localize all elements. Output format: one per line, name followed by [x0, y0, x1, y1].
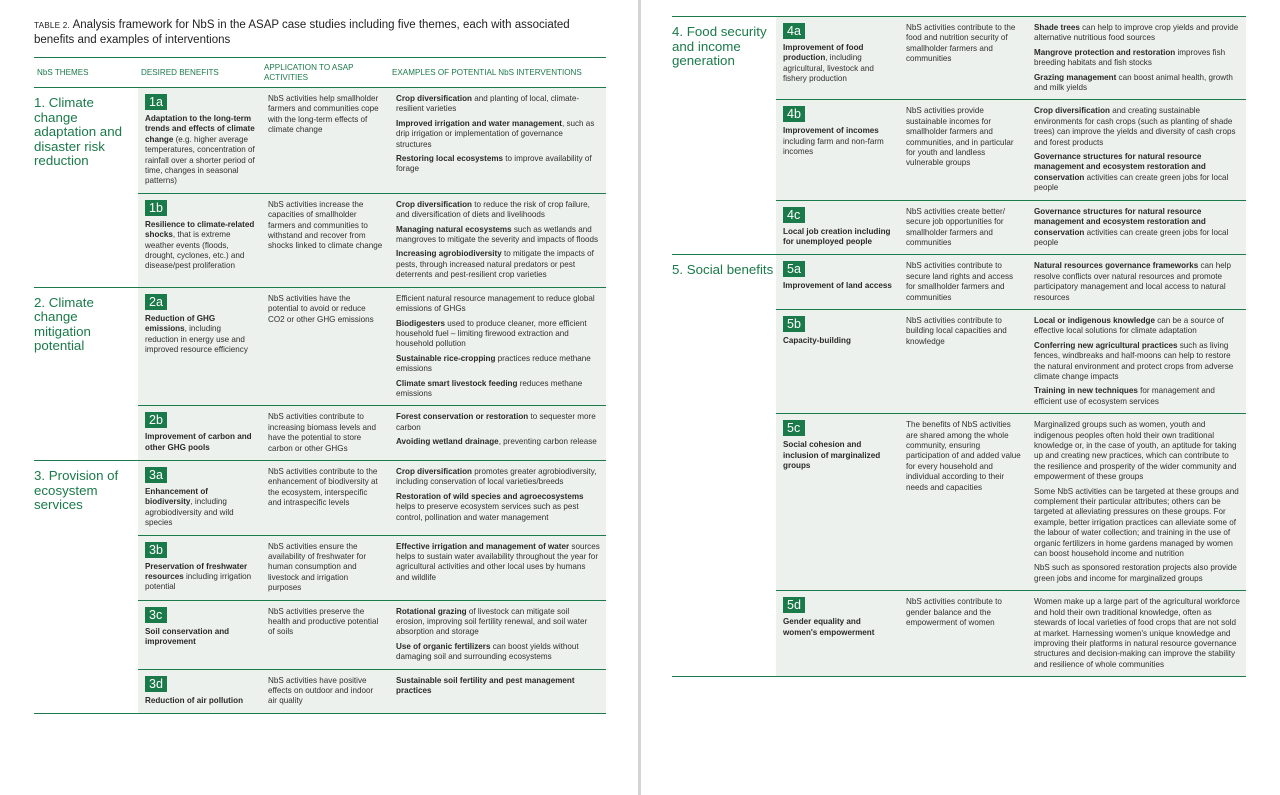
benefit-detail: , including reduction in energy use and improved resource efficiency	[145, 324, 248, 354]
code-badge: 4a	[783, 23, 805, 39]
example-highlight: Natural resources governance frameworks	[1034, 261, 1199, 271]
example-item	[1034, 207, 1240, 249]
example-text: NbS such as sponsored restoration projects also provide green jobs and income for marginalized groups	[1034, 563, 1237, 583]
example-text: sources helps to sustain water availability throughout the year for agricultural activities and other local uses by humans and wildlife	[396, 541, 600, 582]
table-label: TABLE 2.	[34, 21, 71, 30]
example-item	[1034, 487, 1240, 560]
examples-cell	[389, 601, 606, 669]
application-cell: NbS activities have the potential to avoid or reduce CO2 or other GHG emissions	[268, 293, 374, 324]
application-cell: NbS activities help smallholder farmers and communities cope with the long-term effects of climate change	[268, 94, 379, 135]
theme-title: 1. Climate change adaptation and disaster risk reduction	[34, 95, 122, 169]
column-header-benefits: DESIRED BENEFITS	[141, 67, 219, 77]
example-highlight: Local or indigenous knowledge	[1034, 315, 1155, 325]
example-text: used to produce cleaner, more efficient household fuel – limiting firewood extraction and household pollution	[396, 318, 587, 349]
example-text: , preventing carbon release	[498, 437, 597, 447]
table-caption	[34, 18, 606, 47]
code-badge: 3a	[145, 467, 167, 483]
benefit-title: Preservation of freshwater resources	[145, 561, 248, 581]
code-badge: 4c	[783, 207, 805, 223]
example-highlight: Restoration of wild species and agroecosystems	[396, 491, 584, 501]
example-text: can boost animal health, growth and milk yields	[1034, 72, 1233, 93]
theme-title: 2. Climate change mitigation potential	[34, 294, 94, 354]
example-highlight: Effective irrigation and management of water	[396, 541, 570, 551]
examples-cell	[389, 536, 606, 600]
code-badge: 1b	[145, 200, 167, 216]
table-row	[138, 670, 606, 713]
benefit-title: Adaptation to the long-term trends and effects of climate change	[145, 114, 255, 144]
benefit-detail: (e.g. higher average temperatures, concentration of rainfall over a shorter period of time, changes in seasonal patterns)	[145, 134, 255, 186]
table-row	[138, 88, 606, 194]
example-highlight: Climate smart livestock feeding	[396, 378, 518, 388]
theme-group	[672, 17, 1246, 255]
example-highlight: Crop diversification	[396, 466, 473, 476]
benefit-cell	[138, 88, 261, 193]
theme-rows	[776, 255, 1246, 676]
benefit-detail: including irrigation potential	[145, 572, 252, 592]
application-cell: NbS activities have positive effects on outdoor and indoor air quality	[268, 675, 374, 706]
table-row	[776, 17, 1246, 100]
example-item	[396, 467, 600, 488]
example-item	[1034, 563, 1240, 584]
example-highlight: Training in new techniques	[1034, 386, 1138, 396]
example-item	[396, 492, 600, 523]
benefit-title: Local job creation including for unemployed people	[783, 226, 891, 247]
example-highlight: Biodigesters	[396, 318, 446, 328]
benefit-text	[783, 43, 893, 85]
example-text: to sequester more carbon	[396, 412, 596, 432]
code-badge: 5c	[783, 420, 805, 436]
column-header-themes: NbS THEMES	[37, 67, 89, 77]
example-item	[396, 249, 600, 280]
benefit-cell	[776, 100, 899, 199]
application-cell: NbS activities increase the capacities of smallholder farmers and communities to withstand and recover from shocks linked to climate change	[268, 199, 383, 251]
example-text: Efficient natural resource management to reduce global emissions of GHGs	[396, 293, 595, 314]
benefit-text	[783, 336, 893, 346]
benefit-cell	[138, 670, 261, 713]
example-highlight: Crop diversification	[396, 199, 473, 209]
code-badge: 3b	[145, 542, 167, 558]
table-title: Analysis framework for NbS in the ASAP case studies including five themes, each with associated benefits and examples of interventions	[34, 19, 570, 46]
example-text: such as wetlands and mangroves to mitigate the severity and impacts of floods	[396, 224, 598, 245]
benefit-text	[145, 220, 255, 272]
example-item	[1034, 48, 1240, 69]
application-cell: NbS activities contribute to gender balance and the empowerment of women	[906, 597, 1002, 628]
application-cell: NbS activities contribute to building local capacities and knowledge	[906, 315, 1007, 346]
example-item	[1034, 316, 1240, 337]
theme-rows	[138, 461, 606, 713]
benefit-cell	[776, 414, 899, 590]
application-cell: NbS activities provide sustainable incomes for smallholder farmers and communities, and in particular for youth and landless vulnerable groups	[906, 106, 1014, 168]
example-text: to reduce the risk of crop failure, and diversification of diets and livelihoods	[396, 199, 590, 220]
benefit-text	[145, 314, 255, 356]
example-text: to improve availability of forage	[396, 154, 592, 174]
theme-title: 5. Social benefits	[672, 262, 774, 278]
example-highlight: Grazing management	[1034, 72, 1117, 82]
benefit-title: Improvement of carbon and other GHG pools	[145, 432, 252, 452]
theme-group	[34, 288, 606, 461]
benefit-cell	[138, 194, 261, 287]
example-item	[396, 225, 600, 246]
benefit-text	[783, 617, 893, 638]
benefit-cell	[776, 17, 899, 99]
examples-cell	[389, 670, 606, 713]
examples-cell	[1027, 310, 1246, 413]
benefit-cell	[138, 601, 261, 669]
example-text: can boost yields without damaging soil and surrounding ecosystems	[396, 641, 579, 662]
table-row	[776, 414, 1246, 591]
example-item	[1034, 73, 1240, 94]
example-item	[1034, 261, 1240, 303]
examples-cell	[1027, 414, 1246, 590]
benefit-text	[783, 281, 893, 291]
example-highlight: Rotational grazing	[396, 606, 467, 616]
example-item	[1034, 106, 1240, 148]
example-item	[396, 200, 600, 221]
benefit-cell	[776, 255, 899, 309]
example-text: reduces methane emissions	[396, 378, 583, 398]
table-row	[138, 461, 606, 536]
example-text: improves fish breeding habitats and fish stocks	[1034, 47, 1226, 68]
column-header-examples: EXAMPLES OF POTENTIAL NbS INTERVENTIONS	[392, 67, 582, 77]
application-cell: NbS activities contribute to increasing biomass levels and have the potential to store carbon or other GHGs	[268, 412, 376, 453]
example-text: and creating sustainable environments for cash crops (such as planting of shade trees) can improve the yields and diversity of cash crops and forest products	[1034, 106, 1236, 147]
application-cell: NbS activities contribute to the enhancement of biodiversity at the ecosystem, interspecific and intraspecific levels	[268, 466, 378, 508]
theme-group	[34, 88, 606, 288]
example-item	[396, 354, 600, 375]
example-item	[396, 676, 600, 697]
example-text: Marginalized groups such as women, youth and indigenous peoples often hold their own traditional knowledge or, in the case of youth, an aptitude for taking up and creating new practices, which can contribute to the resilience and prosperity of the wider community and empowerment of these groups	[1034, 420, 1237, 482]
example-text: and planting of local, climate-resilient varieties	[396, 94, 580, 114]
table-row	[776, 100, 1246, 200]
code-badge: 5b	[783, 316, 805, 332]
example-highlight: Conferring new agricultural practices	[1034, 340, 1178, 350]
examples-cell	[389, 461, 606, 535]
example-highlight: Shade trees	[1034, 23, 1080, 32]
example-highlight: Improved irrigation and water management	[396, 118, 562, 128]
application-cell: NbS activities contribute to the food and nutrition security of smallholder farmers and communities	[906, 23, 1016, 64]
example-text: practices reduce methane emissions	[396, 353, 591, 374]
column-header-application: APPLICATION TO ASAP ACTIVITIES	[264, 62, 354, 82]
application-cell: NbS activities ensure the availability of freshwater for human consumption and livestock and irrigation purposes	[268, 541, 367, 593]
example-item	[396, 94, 600, 115]
theme-rows	[776, 17, 1246, 254]
example-item	[396, 542, 600, 584]
example-highlight: Managing natural ecosystems	[396, 224, 512, 234]
example-text: Women make up a large part of the agricultural workforce and hold their own traditional knowledge, often as stewards of local varieties of food crops that are not sold at market. Harnessing women's unique knowledge and improving their platforms in natural resource governance structures and decision-making can improve the stability and resilience of whole communities	[1034, 597, 1240, 669]
benefit-title: Reduction of air pollution	[145, 695, 244, 705]
application-cell: NbS activities preserve the health and productive potential of soils	[268, 606, 379, 637]
table-row	[138, 194, 606, 287]
example-item	[396, 607, 600, 638]
example-text: can be a source of effective local solutions for climate adaptation	[1034, 315, 1224, 336]
benefit-title: Gender equality and women's empowerment	[783, 617, 875, 637]
benefit-cell	[138, 536, 261, 600]
example-item	[396, 642, 600, 663]
table-row	[776, 310, 1246, 414]
examples-cell	[1027, 100, 1246, 199]
code-badge: 1a	[145, 94, 167, 110]
example-highlight: Crop diversification	[396, 94, 473, 103]
benefit-cell	[138, 406, 261, 460]
example-highlight: Mangrove protection and restoration	[1034, 47, 1176, 57]
benefit-cell	[776, 310, 899, 413]
benefit-title: Improvement of food production	[783, 43, 864, 63]
example-highlight: Forest conservation or restoration	[396, 412, 529, 422]
table-row	[776, 201, 1246, 255]
benefit-text	[783, 126, 893, 157]
example-item	[1034, 152, 1240, 194]
example-highlight: Sustainable rice-cropping	[396, 353, 496, 363]
benefit-text	[783, 440, 893, 471]
benefit-detail: including farm and non-farm incomes	[783, 136, 884, 157]
benefit-text	[145, 627, 255, 648]
benefit-cell	[776, 591, 899, 676]
benefit-text	[145, 696, 255, 706]
benefit-title: Improvement of land access	[783, 281, 892, 291]
example-highlight: Use of organic fertilizers	[396, 641, 491, 651]
example-item	[396, 294, 600, 315]
example-text: helps to preserve ecosystem services such as pest control, pollination and water management	[396, 502, 579, 522]
code-badge: 5a	[783, 261, 805, 277]
examples-cell	[1027, 201, 1246, 255]
theme-title: 4. Food security and income generation	[672, 24, 767, 69]
examples-cell	[389, 406, 606, 460]
code-badge: 4b	[783, 106, 805, 122]
examples-cell	[1027, 591, 1246, 676]
benefit-detail: , including agricultural, livestock and fishery production	[783, 53, 874, 84]
example-highlight: Restoring local ecosystems	[396, 154, 504, 164]
example-highlight: Crop diversification	[1034, 106, 1111, 116]
benefit-title: Social cohesion and inclusion of marginalized groups	[783, 440, 881, 470]
example-item	[396, 154, 600, 175]
benefit-cell	[138, 288, 261, 406]
example-text: of livestock can mitigate soil erosion, improving soil fertility renewal, and soil water absorption and storage	[396, 606, 588, 637]
table-row	[138, 601, 606, 670]
right-table-body	[672, 16, 1246, 677]
application-cell: NbS activities contribute to secure land rights and access for smallholder farmers and communities	[906, 261, 1014, 302]
example-item	[396, 119, 600, 150]
example-text: can help to improve crop yields and provide alternative nutritious food sources	[1034, 23, 1239, 43]
example-text: Some NbS activities can be targeted at these groups and complement their particular attributes; others can be targeted at alleviating pressures on these groups. For example, better irrigation practices can alleviate some of the labour of water collection; and training in the use of organic fertilizers in home gardens managed by women can boost household income and nutrition	[1034, 486, 1239, 559]
code-badge: 3c	[145, 607, 167, 623]
benefit-text	[783, 227, 893, 248]
benefit-text	[145, 487, 255, 529]
example-item	[396, 319, 600, 350]
code-badge: 2b	[145, 412, 167, 428]
example-text: activities can create green jobs for local people	[1034, 172, 1229, 193]
example-item	[396, 412, 600, 433]
benefit-text	[145, 562, 255, 593]
benefit-text	[145, 432, 255, 453]
benefit-title: Reduction of GHG emissions	[145, 313, 216, 334]
example-item	[1034, 341, 1240, 383]
examples-cell	[389, 88, 606, 193]
example-text: can help resolve conflicts over natural resources and promote participatory management and local access to natural resources	[1034, 261, 1232, 302]
benefit-title: Capacity-building	[783, 335, 851, 345]
benefit-text	[145, 114, 255, 187]
examples-cell	[389, 288, 606, 406]
theme-title: 3. Provision of ecosystem services	[34, 467, 119, 513]
column-header-row	[34, 57, 606, 88]
examples-cell	[389, 194, 606, 287]
example-item	[1034, 386, 1240, 407]
example-highlight: Governance structures for natural resource management and ecosystem restoration and conservation	[1034, 152, 1206, 182]
benefit-detail: , including agrobiodiversity and wild species	[145, 497, 234, 528]
theme-group	[672, 255, 1246, 677]
theme-rows	[138, 88, 606, 287]
benefit-title: Soil conservation and improvement	[145, 626, 230, 647]
theme-group	[34, 461, 606, 714]
table-row	[138, 406, 606, 460]
examples-cell	[1027, 255, 1246, 309]
benefit-title: Improvement of incomes	[783, 126, 879, 136]
benefit-detail: , that is extreme weather events (floods, drought, cyclones, etc.) and disease/pest proliferation	[145, 230, 245, 271]
table-row	[776, 591, 1246, 676]
example-item	[396, 437, 600, 447]
examples-cell	[1027, 17, 1246, 99]
table-row	[776, 255, 1246, 310]
table-row	[138, 288, 606, 407]
example-highlight: Increasing agrobiodiversity	[396, 249, 502, 259]
code-badge: 5d	[783, 597, 805, 613]
code-badge: 2a	[145, 294, 167, 310]
table-row	[138, 536, 606, 601]
example-item	[1034, 23, 1240, 44]
benefit-cell	[138, 461, 261, 535]
example-text: such as living fences, windbreaks and half-moons can help to restore the natural environment and protect crops from adverse climate change impacts	[1034, 340, 1234, 381]
benefit-title: Resilience to climate-related shocks	[145, 219, 255, 240]
example-text: for management and efficient use of ecosystem services	[1034, 386, 1215, 406]
code-badge: 3d	[145, 676, 167, 692]
example-item	[1034, 420, 1240, 482]
right-page	[642, 0, 1280, 795]
theme-rows	[138, 288, 606, 460]
example-text: to mitigate the impacts of pests, through increased natural predators or pest deterrents and pest-resilient crop varieties	[396, 249, 594, 280]
example-highlight: Governance structures for natural resource management and ecosystem restoration and conservation	[1034, 206, 1206, 237]
example-item	[1034, 597, 1240, 670]
application-cell: The benefits of NbS activities are shared among the whole community, ensuring participation of and added value for every household and individual according to their needs and capacities	[906, 420, 1021, 492]
example-text: , such as drip irrigation or implementation of governance structures	[396, 118, 595, 149]
application-cell: NbS activities create better/ secure job opportunities for smallholder farmers and communities	[906, 206, 1005, 247]
left-table-body	[34, 88, 606, 714]
example-text: activities can create green jobs for local people	[1034, 227, 1229, 247]
example-highlight: Sustainable soil fertility and pest management practices	[396, 675, 575, 696]
example-highlight: Avoiding wetland drainage	[396, 437, 499, 447]
example-item	[396, 379, 600, 400]
benefit-title: Enhancement of biodiversity	[145, 486, 208, 507]
example-text: promotes greater agrobiodiversity, including conservation of local varieties/breeds	[396, 466, 597, 487]
benefit-cell	[776, 201, 899, 255]
